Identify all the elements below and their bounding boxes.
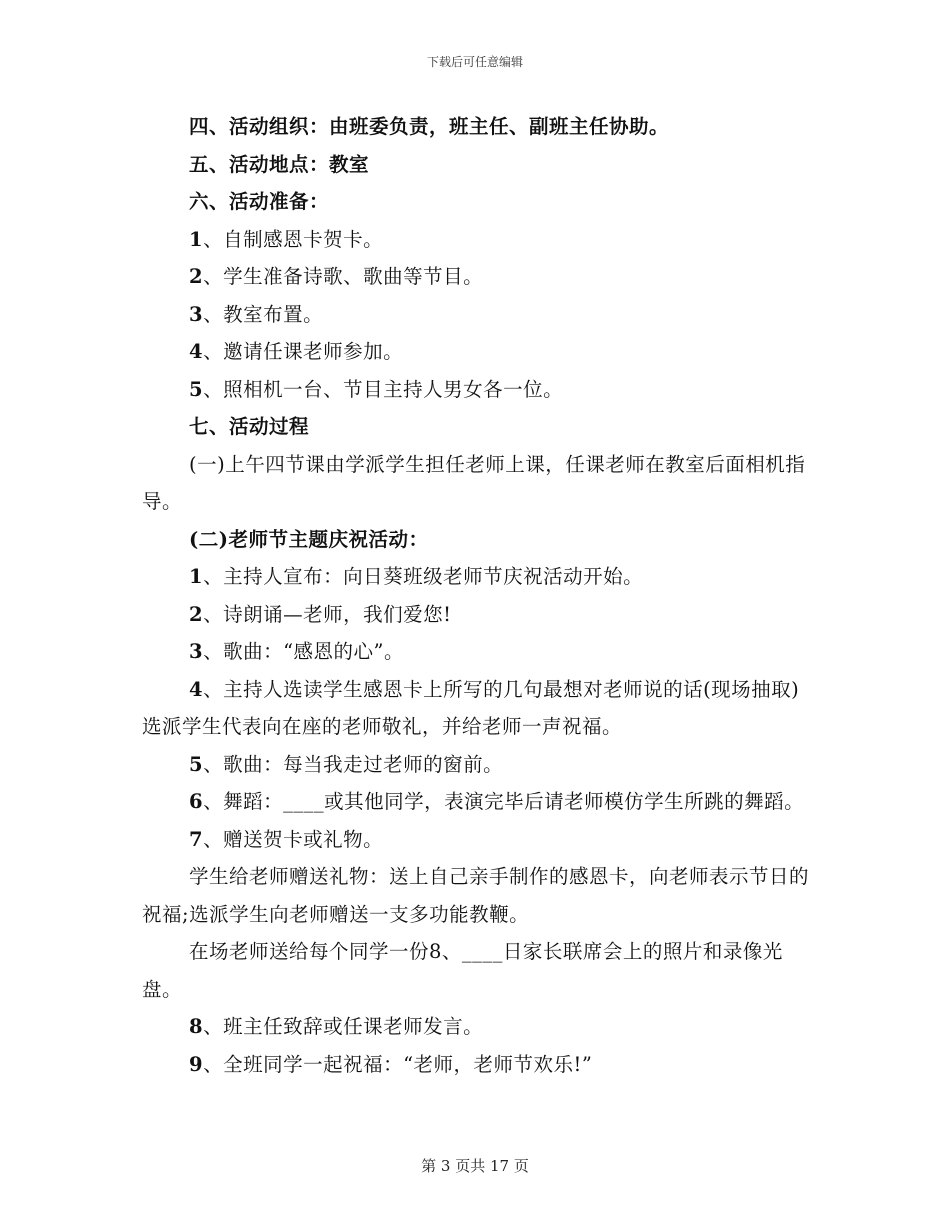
list-number: 2 bbox=[189, 265, 204, 288]
paragraph bbox=[142, 858, 812, 933]
paragraph-text: 、照相机一台、节目主持人男女各一位。 bbox=[203, 377, 564, 401]
list-item bbox=[142, 371, 812, 409]
list-item bbox=[142, 1046, 812, 1084]
document-body bbox=[142, 108, 812, 1083]
section-heading-process bbox=[142, 408, 812, 446]
page-header: 下载后可任意编辑 bbox=[426, 55, 523, 69]
paragraph-text: (二)老师节主题庆祝活动： bbox=[189, 527, 429, 551]
section-heading-organization bbox=[142, 108, 812, 146]
paragraph-text: (一)上午四节课由学派学生担任老师上课，任课老师在教室后面相机指导。 bbox=[142, 452, 806, 513]
paragraph-text: 、自制感恩卡贺卡。 bbox=[203, 227, 384, 251]
list-number: 3 bbox=[189, 640, 204, 663]
paragraph bbox=[142, 446, 812, 521]
paragraph-text: 、班主任致辞或任课老师发言。 bbox=[203, 1015, 484, 1038]
list-number: 4 bbox=[189, 677, 204, 701]
paragraph-text: 五、活动地点：教室 bbox=[189, 152, 370, 176]
list-item bbox=[142, 783, 812, 821]
paragraph bbox=[142, 933, 812, 1008]
list-item bbox=[142, 596, 812, 634]
page-footer: 第 3 页共 17 页 bbox=[421, 1157, 529, 1175]
paragraph-text: 、歌曲：“感恩的心”。 bbox=[203, 640, 405, 663]
list-item bbox=[142, 558, 812, 596]
list-number: 4 bbox=[189, 340, 204, 363]
subsection-heading bbox=[142, 521, 812, 559]
list-number: 5 bbox=[189, 752, 204, 776]
list-item bbox=[142, 1008, 812, 1046]
list-item bbox=[142, 333, 812, 371]
paragraph-text: 在场老师送给每个同学一份8、____日家长联席会上的照片和录像光盘。 bbox=[142, 940, 783, 1001]
list-item bbox=[142, 296, 812, 334]
paragraph-text: 、歌曲：每当我走过老师的窗前。 bbox=[203, 752, 504, 776]
paragraph-text: 、赠送贺卡或礼物。 bbox=[203, 827, 384, 851]
list-number: 1 bbox=[189, 227, 204, 251]
list-number: 1 bbox=[189, 565, 204, 588]
list-number: 3 bbox=[189, 302, 204, 326]
paragraph-text: 、舞蹈：____或其他同学，表演完毕后请老师模仿学生所跳的舞蹈。 bbox=[203, 790, 805, 813]
paragraph-text: 、教室布置。 bbox=[203, 302, 324, 326]
paragraph-text: 六、活动准备： bbox=[189, 190, 330, 213]
section-heading-preparation bbox=[142, 183, 812, 221]
list-number: 7 bbox=[189, 827, 204, 851]
paragraph-text: 、学生准备诗歌、歌曲等节目。 bbox=[203, 265, 484, 288]
list-number: 6 bbox=[189, 790, 204, 813]
paragraph-text: 、全班同学一起祝福：“老师，老师节欢乐!” bbox=[203, 1052, 593, 1076]
paragraph-text: 、主持人选读学生感恩卡上所写的几句最想对老师说的话(现场抽取)选派学生代表向在座的老师敬礼，并给老师一声祝福。 bbox=[142, 677, 800, 738]
list-item bbox=[142, 821, 812, 859]
paragraph-text: 学生给老师赠送礼物：送上自己亲手制作的感恩卡，向老师表示节日的祝福;选派学生向老师赠送一支多功能教鞭。 bbox=[142, 865, 810, 926]
list-number: 5 bbox=[189, 377, 204, 401]
list-number: 2 bbox=[189, 602, 204, 626]
list-item bbox=[142, 746, 812, 784]
paragraph-text: 四、活动组织：由班委负责，班主任、副班主任协助。 bbox=[189, 115, 670, 138]
list-item bbox=[142, 671, 812, 746]
section-heading-location bbox=[142, 146, 812, 184]
list-number: 8 bbox=[189, 1015, 204, 1038]
paragraph-text: 、邀请任课老师参加。 bbox=[203, 340, 404, 363]
paragraph-text: 七、活动过程 bbox=[189, 415, 310, 438]
list-item bbox=[142, 633, 812, 671]
paragraph-text: 、诗朗诵—老师，我们爱您! bbox=[203, 602, 452, 626]
list-number: 9 bbox=[189, 1052, 204, 1076]
list-item bbox=[142, 258, 812, 296]
paragraph-text: 、主持人宣布：向日葵班级老师节庆祝活动开始。 bbox=[203, 565, 644, 588]
list-item bbox=[142, 221, 812, 259]
